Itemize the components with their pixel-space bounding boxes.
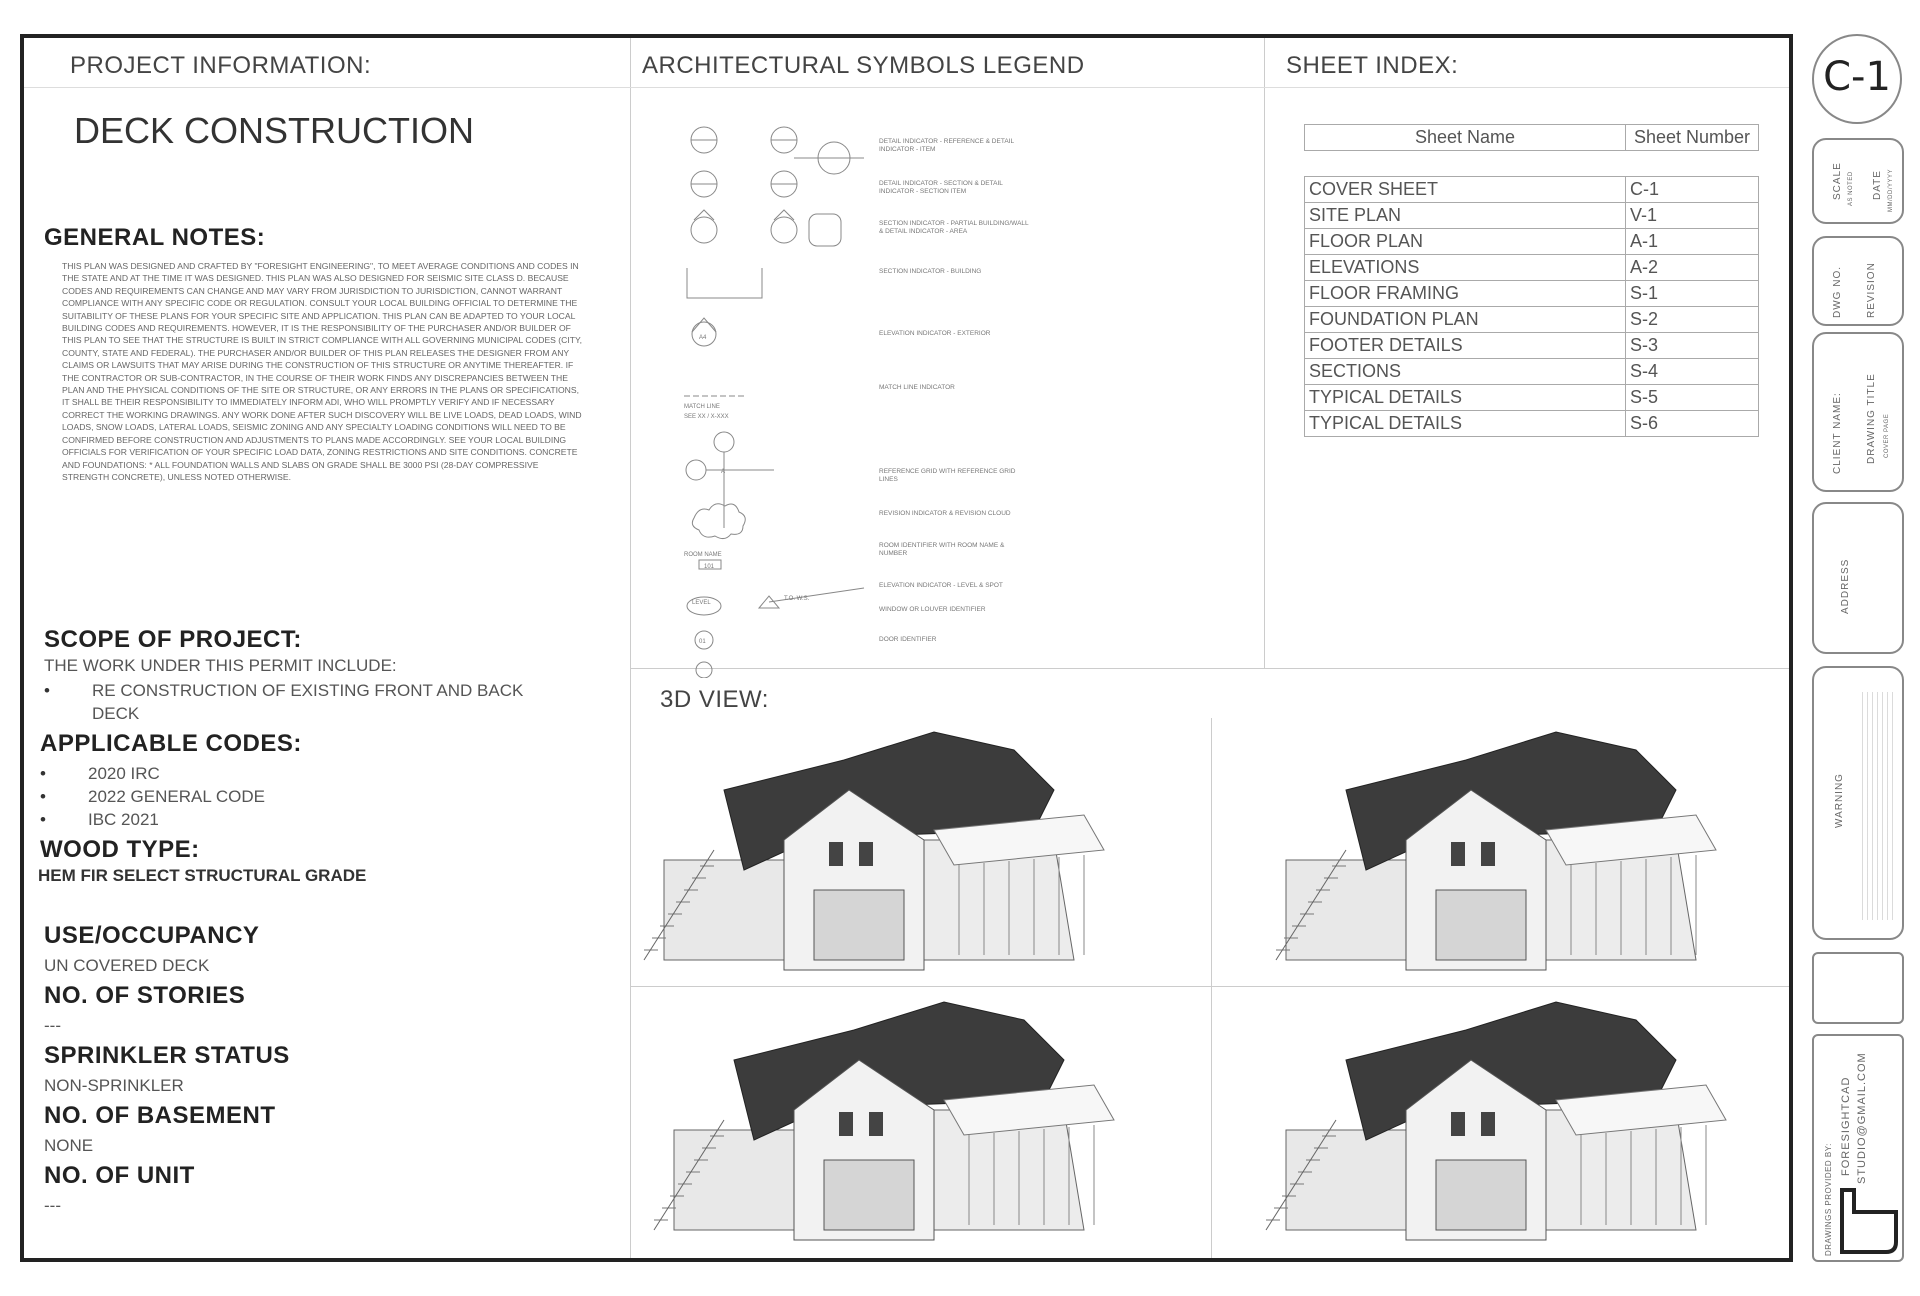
sheet-index-row — [1305, 229, 1759, 255]
provider-box — [1812, 1034, 1904, 1262]
header-sheet-number: Sheet Number — [1626, 125, 1759, 151]
sheet-name-cell: ELEVATIONS — [1305, 255, 1626, 281]
scope-intro: THE WORK UNDER THIS PERMIT INCLUDE: — [44, 656, 397, 675]
divider-left — [630, 38, 631, 1258]
sheet-name-cell: SECTIONS — [1305, 359, 1626, 385]
unit-value: --- — [44, 1196, 61, 1215]
elevation-symbol — [692, 322, 716, 346]
sheet-number-cell: A-2 — [1626, 255, 1759, 281]
legend-item: DOOR IDENTIFIER — [879, 636, 937, 643]
legend-item: WINDOW OR LOUVER IDENTIFIER — [879, 606, 986, 613]
window — [829, 842, 843, 866]
sheet-index-header — [1305, 125, 1759, 151]
room-name-label: ROOM NAME — [684, 552, 722, 558]
sheet-name-cell: TYPICAL DETAILS — [1305, 385, 1626, 411]
grid-symbol-2 — [686, 460, 706, 480]
legend-item: SECTION INDICATOR - PARTIAL BUILDING/WALL & DETAIL INDICATOR - AREA — [879, 220, 1029, 235]
level-label: LEVEL — [692, 600, 711, 606]
scope-list — [44, 679, 534, 725]
legend-symbols — [684, 118, 874, 678]
window — [859, 842, 873, 866]
code-item: • 2020 IRC — [40, 762, 265, 785]
provided-by-label: DRAWINGS PROVIDED BY: — [1824, 1143, 1833, 1256]
codes-list — [40, 762, 265, 831]
legend-item: SECTION INDICATOR - BUILDING — [879, 268, 982, 275]
drawing-sheet — [20, 34, 1793, 1262]
sheet-name-cell: FLOOR PLAN — [1305, 229, 1626, 255]
window-tag: 01 — [699, 639, 706, 645]
use-occupancy-heading: USE/OCCUPANCY — [44, 922, 260, 949]
unit-heading: NO. OF UNIT — [44, 1162, 195, 1189]
sheet-number: C-1 — [1823, 54, 1891, 100]
use-occupancy-value: UN COVERED DECK — [44, 956, 210, 975]
scale-date-box — [1812, 138, 1904, 224]
divider-3d-vertical — [1211, 718, 1212, 1258]
divider-3d-horizontal — [630, 986, 1789, 987]
basement-value: NONE — [44, 1136, 94, 1155]
sprinkler-heading: SPRINKLER STATUS — [44, 1042, 290, 1069]
sheet-index-row — [1305, 255, 1759, 281]
sheet-number-cell: A-1 — [1626, 229, 1759, 255]
sheet-index-row — [1305, 281, 1759, 307]
general-notes-text: THIS PLAN WAS DESIGNED AND CRAFTED BY "FORESIGHT ENGINEERING", TO MEET AVERAGE CONDITIONS AND CODES IN THE STATE AND AT THE TIME IT WAS DESIGNED. THIS PLAN WAS ALSO DESIGNED FOR SEISMIC SITE CLASS D. BECAUSE CODES AND REQUIREMENTS CAN CHANGE AND MAY VARY FROM JURISDICTION TO JURISDICTION, CANNOT WARRANT COMPLIANCE WITH ANY SPECIFIC CODE OR REGULATION. CONSULT YOUR LOCAL BUILDING OFFICIAL TO DETERMINE THE SUITABILITY OF THESE PLANS FOR YOUR SPECIFIC SITE AND APPLICATION. THIS PLAN CAN BE ADAPTED TO YOUR LOCAL BUILDING CODES AND REQUIREMENTS. HOWEVER, IT IS THE RESPONSIBILITY OF THE PURCHASER AND/OR BUILDER OF THIS PLAN TO SEE THAT THE STRUCTURE IS BUILT IN STRICT COMPLIANCE WITH ALL GOVERNING MUNICIPAL CODES (CITY, COUNTY, STATE AND FEDERAL). THE PURCHASER AND/OR BUILDER OF THIS PLAN RELEASES THE DESIGNER FROM ANY CLAIMS OR LAWSUITS THAT MAY ARISE DURING THE CONSTRUCTION OF THIS STRUCTURE OR ANYTIME THEREAFTER. IF THE CONTRACTOR OR SUB-CONTRACTOR, IN THE COURSE OF THEIR WORK FINDS ANY DISCREPANCIES BETWEEN THE PLAN AND THE PHYSICAL CONDITIONS OF THE SITE OR STRUCTURE, OR ANY ERRORS IN THE PLANS OR SPECIFICATIONS, IT SHALL BE THEIR RESPONSIBILITY TO IMMEDIATELY INFORM ADI, WHO WILL PROMPTLY VERIFY AND IF NECESSARY CORRECT THE WORKING DRAWINGS. ANY WORK DONE AFTER SUCH DISCOVERY WILL BE LIVE LOADS, DEAD LOADS, WIND LOADS, SNOW LOADS, LATERAL LOADS, SEISMIC ZONING AND ANY SPECIALTY LOADING CONDITIONS WILL NEED TO BE CONFIRMED BEFORE CONSTRUCTION AND ADJUSTMENTS TO PLANS MADE ACCORDINGLY. SEE YOUR LOCAL BUILDING OFFICIALS FOR VERIFICATION OF YOUR SPECIFIC LOAD DATA, ZONING RESTRICTIONS AND SITE CONDITIONS. CONCRETE AND FOUNDATIONS: * ALL FOUNDATION WALLS AND SLABS ON GRADE SHALL BE 3000 PSI (28-DAY COMPRESSIVE STRENGTH CONCRETE), UNLESS NOTED OTHERWISE. — [62, 261, 583, 482]
address-box — [1812, 502, 1904, 654]
scope-item: • RE CONSTRUCTION OF EXISTING FRONT AND BACK DECK — [44, 679, 534, 725]
wood-type-heading: WOOD TYPE: — [40, 836, 200, 863]
legend-item: DETAIL INDICATOR - REFERENCE & DETAIL INDICATOR - ITEM — [879, 138, 1014, 153]
window — [1451, 1112, 1465, 1136]
project-information-title: PROJECT INFORMATION: — [70, 52, 372, 79]
match-line-label: MATCH LINE — [684, 404, 720, 410]
warning-text-block — [1858, 692, 1894, 920]
sheet-number-cell: V-1 — [1626, 203, 1759, 229]
stories-heading: NO. OF STORIES — [44, 982, 246, 1009]
elevation-tag: A4 — [699, 335, 707, 341]
room-number: 101 — [704, 564, 715, 570]
sheet-name-cell: FOOTER DETAILS — [1305, 333, 1626, 359]
sheet-index-row — [1305, 411, 1759, 437]
dwg-no-label: DWG NO. — [1832, 266, 1843, 318]
partial-section-symbol-2 — [771, 217, 797, 243]
sheet-number-cell: S-1 — [1626, 281, 1759, 307]
legend-item: REVISION INDICATOR & REVISION CLOUD — [879, 510, 1011, 517]
sheet-name-cell: FLOOR FRAMING — [1305, 281, 1626, 307]
sheet-number-circle — [1812, 34, 1902, 124]
company-name: FORESIGHTCAD — [1840, 1076, 1852, 1176]
warning-label: WARNING — [1834, 773, 1845, 828]
drawing-title-label: DRAWING TITLE — [1866, 373, 1877, 464]
project-title: DECK CONSTRUCTION — [74, 110, 475, 151]
warning-box — [1812, 666, 1904, 940]
revision-label: REVISION — [1866, 262, 1877, 318]
code-item: • 2022 GENERAL CODE — [40, 785, 265, 808]
window — [869, 1112, 883, 1136]
3d-view-rear-left — [634, 990, 1204, 1252]
sheet-name-cell: FOUNDATION PLAN — [1305, 307, 1626, 333]
garage-door — [814, 890, 904, 960]
window — [1481, 842, 1495, 866]
date-value: MM/DD/YYYY — [1888, 168, 1894, 212]
company-logo — [1834, 1186, 1900, 1258]
legend-item: MATCH LINE INDICATOR — [879, 384, 955, 391]
3d-view-front-left — [634, 720, 1204, 982]
grid-symbol-1 — [714, 432, 734, 452]
date-label: DATE — [1872, 170, 1883, 200]
revision-cloud — [692, 504, 745, 539]
window — [839, 1112, 853, 1136]
header-divider — [24, 87, 1789, 88]
3d-view-title: 3D VIEW: — [660, 686, 769, 713]
drawing-title-value: COVER PAGE — [1884, 413, 1890, 458]
divider-middle — [1264, 38, 1265, 668]
basement-heading: NO. OF BASEMENT — [44, 1102, 276, 1129]
match-line-ref: SEE XX / X-XXX — [684, 414, 729, 420]
legend-item: ROOM IDENTIFIER WITH ROOM NAME & NUMBER — [879, 542, 1005, 557]
sheet-name-cell: TYPICAL DETAILS — [1305, 411, 1626, 437]
window — [1481, 1112, 1495, 1136]
stamp-box — [1812, 952, 1904, 1024]
stories-value: --- — [44, 1016, 61, 1035]
3d-view-front — [1216, 720, 1786, 982]
partial-section-symbol — [691, 217, 717, 243]
3d-view-rear — [1216, 990, 1786, 1252]
legend-item: REFERENCE GRID WITH REFERENCE GRID LINES — [879, 468, 1016, 483]
legend-item: DETAIL INDICATOR - SECTION & DETAIL INDICATOR - SECTION ITEM — [879, 180, 1003, 195]
sheet-index-row — [1305, 333, 1759, 359]
company-email: STUDIO@GMAIL.COM — [1856, 1052, 1868, 1184]
client-title-box — [1812, 332, 1904, 492]
sheet-number-cell: S-6 — [1626, 411, 1759, 437]
grid-tag: A — [721, 469, 726, 475]
door-tag-symbol — [696, 662, 712, 678]
sprinkler-value: NON-SPRINKLER — [44, 1076, 184, 1095]
sheet-index-row — [1305, 203, 1759, 229]
window — [1451, 842, 1465, 866]
sheet-index-title: SHEET INDEX: — [1286, 52, 1459, 79]
header-sheet-name: Sheet Name — [1305, 125, 1626, 151]
sheet-index-row — [1305, 307, 1759, 333]
sheet-index-rows — [1305, 177, 1759, 437]
sheet-index-table — [1304, 124, 1759, 437]
sheet-index-row — [1305, 359, 1759, 385]
sheet-name-cell: COVER SHEET — [1305, 177, 1626, 203]
sheet-number-cell: C-1 — [1626, 177, 1759, 203]
sheet-name-cell: SITE PLAN — [1305, 203, 1626, 229]
scale-value: AS NOTED — [1848, 171, 1854, 206]
detail-area-symbol — [809, 214, 841, 246]
scope-heading: SCOPE OF PROJECT: — [44, 626, 302, 653]
sheet-index-row — [1305, 177, 1759, 203]
drawing-number-box — [1812, 236, 1904, 326]
sheet-number-cell: S-2 — [1626, 307, 1759, 333]
sheet-number-cell: S-4 — [1626, 359, 1759, 385]
legend-item: ELEVATION INDICATOR - EXTERIOR — [879, 330, 991, 337]
address-label: ADDRESS — [1840, 558, 1851, 614]
legend-title: ARCHITECTURAL SYMBOLS LEGEND — [642, 52, 1085, 79]
garage-door — [824, 1160, 914, 1230]
sheet-number-cell: S-5 — [1626, 385, 1759, 411]
wood-type-value: HEM FIR SELECT STRUCTURAL GRADE — [38, 866, 367, 885]
building-section-symbol — [687, 268, 762, 298]
codes-heading: APPLICABLE CODES: — [40, 730, 302, 757]
code-item: • IBC 2021 — [40, 808, 265, 831]
client-name-label: CLIENT NAME: — [1832, 392, 1843, 474]
legend-item: ELEVATION INDICATOR - LEVEL & SPOT — [879, 582, 1003, 589]
sheet-index-row — [1305, 385, 1759, 411]
garage-door — [1436, 890, 1526, 960]
spot-label: T.O. W.S. — [784, 596, 810, 602]
sheet-number-cell: S-3 — [1626, 333, 1759, 359]
garage-door — [1436, 1160, 1526, 1230]
general-notes-heading: GENERAL NOTES: — [44, 224, 266, 251]
scale-label: SCALE — [1832, 162, 1843, 200]
